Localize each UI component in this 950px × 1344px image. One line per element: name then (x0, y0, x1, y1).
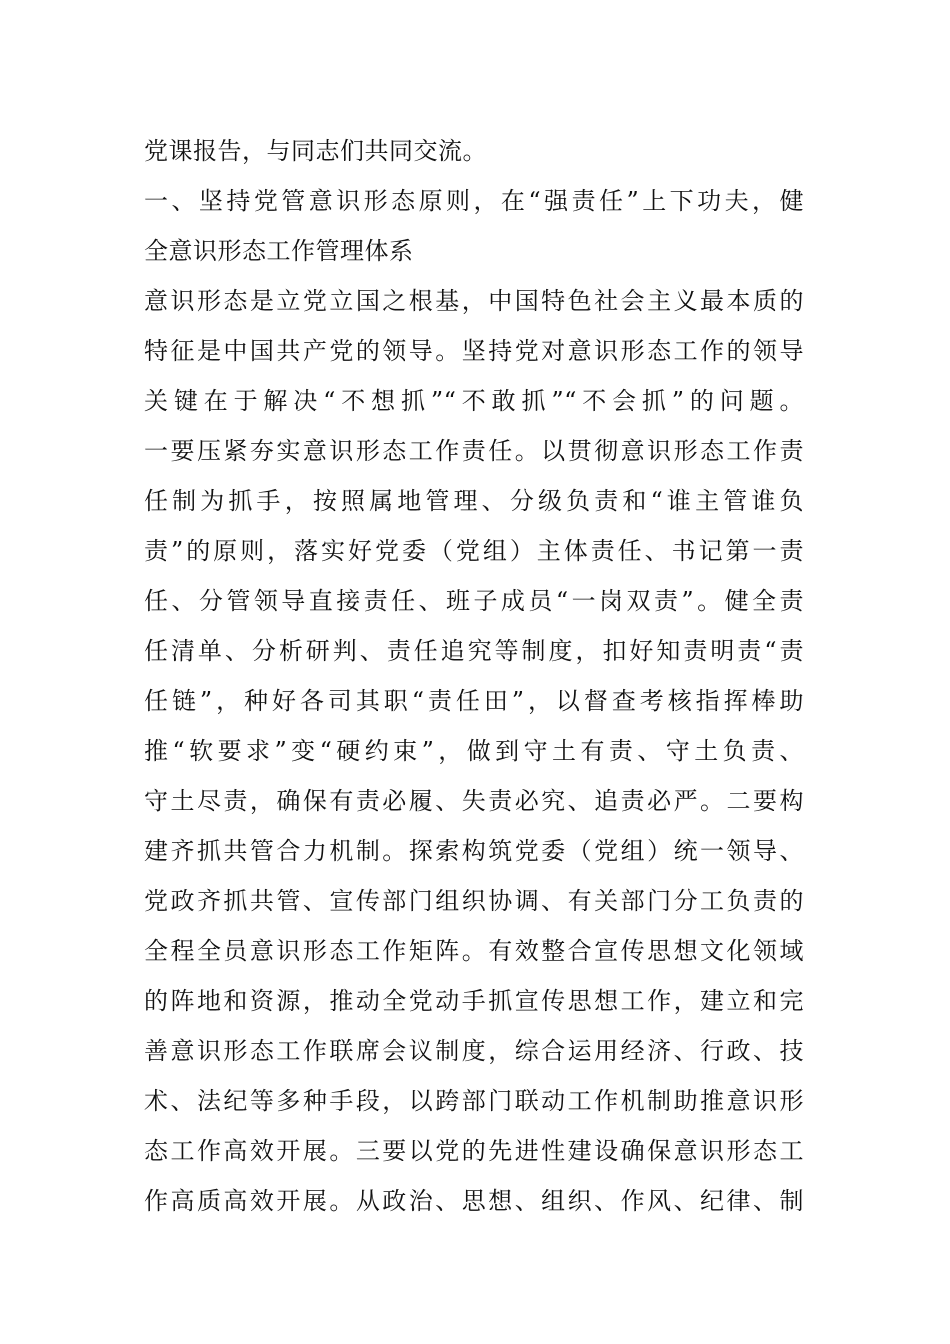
text-line: 关键在于解决“不想抓”“不敢抓”“不会抓”的问题。 (144, 387, 804, 415)
section-heading-line: 全意识形态工作管理体系 (144, 237, 414, 265)
text-line: 态工作高效开展。三要以党的先进性建设确保意识形态工 (144, 1137, 804, 1165)
text-line: 特征是中国共产党的领导。坚持党对意识形态工作的领导 (144, 337, 804, 365)
text-line: 任制为抓手，按照属地管理、分级负责和“谁主管谁负 (144, 487, 804, 515)
text-line: 建齐抓共管合力机制。探索构筑党委（党组）统一领导、 (144, 837, 804, 865)
text-line: 术、法纪等多种手段，以跨部门联动工作机制助推意识形 (144, 1087, 804, 1115)
section-heading-line: 一、坚持党管意识形态原则，在“强责任”上下功夫，健 (144, 187, 804, 215)
text-line: 任清单、分析研判、责任追究等制度，扣好知责明责“责 (144, 637, 804, 665)
text-line: 作高质高效开展。从政治、思想、组织、作风、纪律、制 (144, 1187, 804, 1215)
text-line: 任、分管领导直接责任、班子成员“一岗双责”。健全责 (144, 587, 804, 615)
text-line: 意识形态是立党立国之根基，中国特色社会主义最本质的 (144, 287, 804, 315)
text-line: 全程全员意识形态工作矩阵。有效整合宣传思想文化领域 (144, 937, 804, 965)
text-line: 党政齐抓共管、宣传部门组织协调、有关部门分工负责的 (144, 887, 804, 915)
text-line: 任链”，种好各司其职“责任田”，以督查考核指挥棒助 (144, 687, 804, 715)
text-line: 守土尽责，确保有责必履、失责必究、追责必严。二要构 (144, 787, 804, 815)
text-line: 一要压紧夯实意识形态工作责任。以贯彻意识形态工作责 (144, 437, 804, 465)
text-line: 的阵地和资源，推动全党动手抓宣传思想工作，建立和完 (144, 987, 804, 1015)
text-line: 党课报告，与同志们共同交流。 (144, 137, 487, 165)
text-line: 善意识形态工作联席会议制度，综合运用经济、行政、技 (144, 1037, 804, 1065)
text-line: 责”的原则，落实好党委（党组）主体责任、书记第一责 (144, 537, 804, 565)
text-line: 推“软要求”变“硬约束”，做到守土有责、守土负责、 (144, 737, 804, 765)
